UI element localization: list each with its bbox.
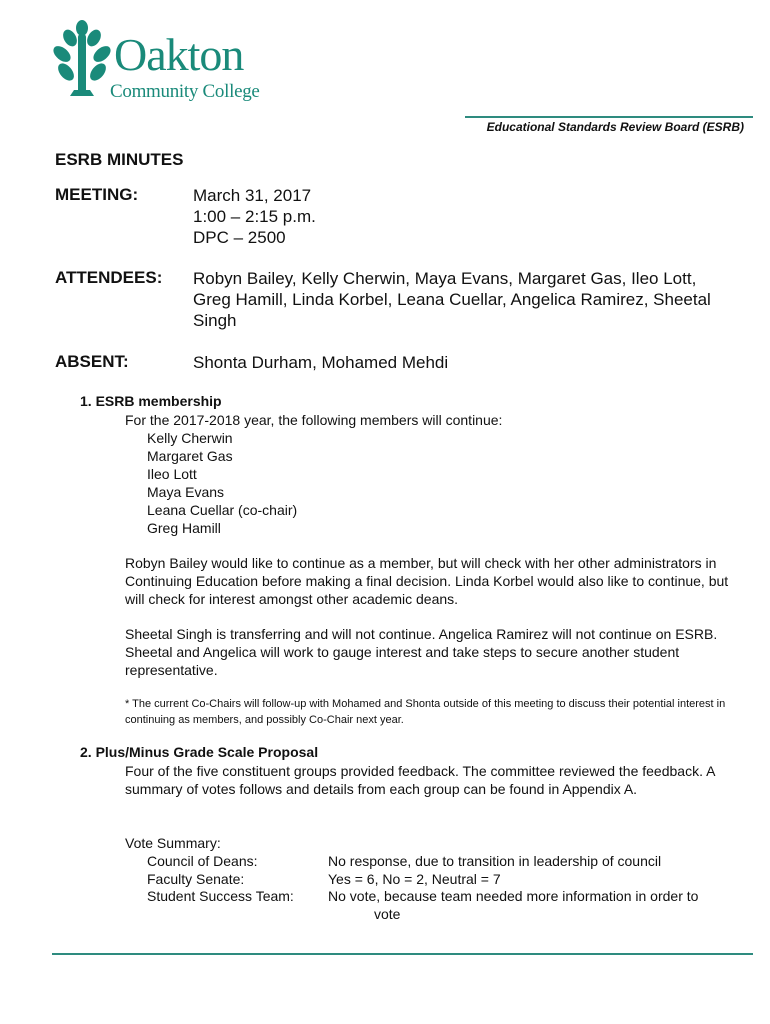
vote-group: Faculty Senate: xyxy=(147,871,245,887)
section1-para2: Sheetal Singh is transferring and will not continue. Angelica Ramirez will not continue on ESRB. Sheetal and Angelica will work to gauge interest and take steps to secure another student representative. xyxy=(125,626,718,678)
footer-rule xyxy=(52,953,753,955)
section1-intro: For the 2017-2018 year, the following members will continue: xyxy=(125,412,503,428)
section1-note: * The current Co-Chairs will follow-up with Mohamed and Shonta outside of this meeting to discuss their potential interest in continuing as members, and possibly Co-Chair next year. xyxy=(125,698,726,726)
oakton-logo xyxy=(52,20,262,104)
vote-group: Council of Deans: xyxy=(147,853,258,869)
meeting-label: MEETING: xyxy=(55,185,139,204)
page-title: ESRB MINUTES xyxy=(55,150,184,169)
meeting-details xyxy=(193,185,723,248)
section2-title: 2. Plus/Minus Grade Scale Proposal xyxy=(80,744,319,760)
list-item: Leana Cuellar (co-chair) xyxy=(147,502,298,518)
list-item: Maya Evans xyxy=(147,484,225,500)
logo-subtitle: Community College xyxy=(110,81,260,102)
list-item: Kelly Cherwin xyxy=(147,430,233,446)
vote-group: Student Success Team: xyxy=(147,888,294,904)
attendees-list: Robyn Bailey, Kelly Cherwin, Maya Evans, Margaret Gas, Ileo Lott, Greg Hamill, Linda Korbel, Leana Cuellar, Angelica Ramirez, Sheetal Singh xyxy=(193,269,711,330)
oak-leaf-icon xyxy=(52,20,112,100)
list-item: Greg Hamill xyxy=(147,520,221,536)
meeting-date: March 31, 2017 xyxy=(193,186,312,205)
vote-result-continued: vote xyxy=(374,906,401,922)
header-rule xyxy=(465,116,753,118)
member-list xyxy=(147,429,297,537)
meeting-time: 1:00 – 2:15 p.m. xyxy=(193,207,316,226)
section2-para: Four of the five constituent groups provided feedback. The committee reviewed the feedback. A summary of votes follows and details from each group can be found in Appendix A. xyxy=(125,763,715,797)
attendees-label: ATTENDEES: xyxy=(55,268,163,287)
section1-title: 1. ESRB membership xyxy=(80,393,222,409)
logo-wordmark: Oakton xyxy=(114,29,244,80)
vote-summary-heading: Vote Summary: xyxy=(125,835,221,851)
board-name: Educational Standards Review Board (ESRB) xyxy=(486,120,744,134)
meeting-location: DPC – 2500 xyxy=(193,228,286,247)
list-item: Margaret Gas xyxy=(147,448,233,464)
vote-result: Yes = 6, No = 2, Neutral = 7 xyxy=(328,871,501,887)
absent-label: ABSENT: xyxy=(55,352,129,371)
vote-result: No vote, because team needed more information in order to xyxy=(328,888,699,904)
list-item: Ileo Lott xyxy=(147,466,197,482)
section1-para1: Robyn Bailey would like to continue as a member, but will check with her other administrators in Continuing Education before making a final decision. Linda Korbel would also like to continue, but will check for interest amongst other academic deans. xyxy=(125,555,729,607)
vote-result: No response, due to transition in leadership of council xyxy=(328,853,662,869)
absent-list: Shonta Durham, Mohamed Mehdi xyxy=(193,353,449,372)
